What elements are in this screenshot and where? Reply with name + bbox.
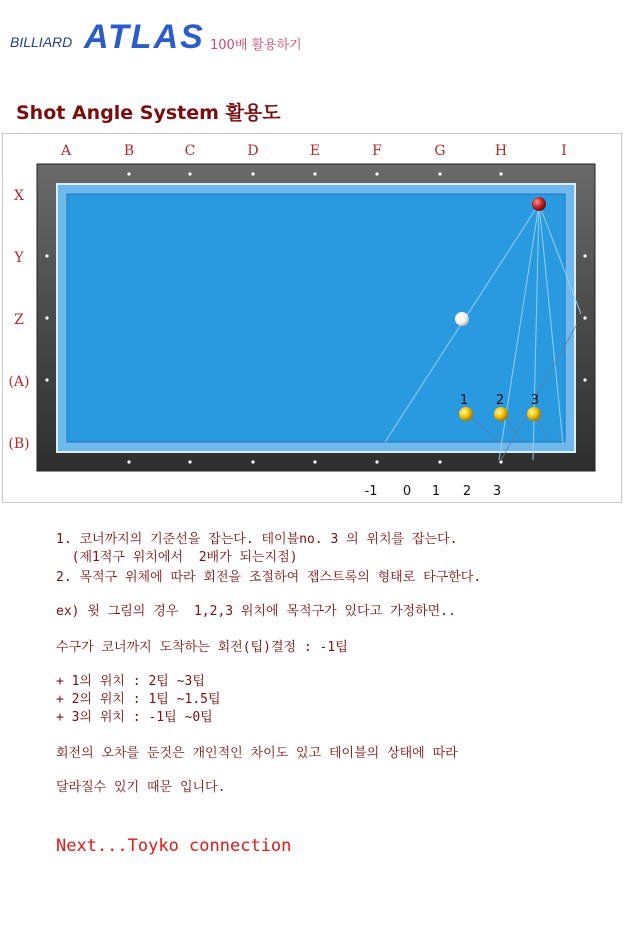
object-ball-1-label: 1 <box>459 393 469 408</box>
column-label-g: G <box>434 143 446 159</box>
scale-2: 2 <box>462 484 472 499</box>
page-title: Shot Angle System 활용도 <box>16 102 281 124</box>
brand-prefix: BILLIARD <box>10 34 73 50</box>
scale-3: 3 <box>492 484 502 499</box>
cue-ball <box>455 312 469 326</box>
column-label-c: C <box>184 143 196 159</box>
object-ball-3 <box>527 407 541 421</box>
object-ball-1 <box>459 407 473 421</box>
scale-1: 1 <box>431 484 441 499</box>
example-text: ex) 윗 그림의 경우 1,2,3 위치에 목적구가 있다고 가정하면.. <box>56 604 456 619</box>
object-ball-2 <box>494 407 508 421</box>
table-cloth <box>67 194 565 442</box>
object-ball-3-label: 3 <box>530 393 540 408</box>
red-ball <box>532 197 546 211</box>
billiard-table-diagram <box>3 134 623 504</box>
next-link[interactable]: Next...Toyko connection <box>56 836 292 856</box>
column-label-a: A <box>60 143 72 159</box>
column-label-e: E <box>309 143 321 159</box>
position-1-text: + 1의 위치 : 2팁 ~3팁 <box>56 674 205 689</box>
column-label-i: I <box>561 143 567 159</box>
position-2-text: + 2의 위치 : 1팁 ~1.5팁 <box>56 692 221 707</box>
position-3-text: + 3의 위치 : -1팁 ~0팁 <box>56 710 213 725</box>
row-label-z: Z <box>14 312 24 328</box>
scale-0: 0 <box>402 484 412 499</box>
column-label-b: B <box>123 143 135 159</box>
step-1-text: 1. 코너까지의 기준선을 잡는다. 테이블no. 3 의 위치를 잡는다. <box>56 532 458 547</box>
column-label-f: F <box>372 143 382 159</box>
row-label-a-paren: (A) <box>8 374 30 390</box>
brand-suffix: 100배 활용하기 <box>210 38 302 53</box>
row-label-y: Y <box>14 250 24 266</box>
corner-spin-text: 수구가 코너까지 도착하는 회전(팁)결정 : -1팁 <box>56 640 348 655</box>
step-1-note: (제1적구 위치에서 2배가 되는지점) <box>56 550 298 565</box>
error-note-text: 회전의 오차를 둔것은 개인적인 차이도 있고 테이블의 상태에 따라 <box>56 746 458 761</box>
row-label-x: X <box>14 188 24 204</box>
column-label-h: H <box>494 143 508 159</box>
column-label-d: D <box>247 143 259 159</box>
step-2-text: 2. 목적구 위체에 따라 회전을 조절하여 잽스트록의 형태로 타구한다. <box>56 570 482 585</box>
brand-name: ATLAS <box>84 18 205 56</box>
object-ball-2-label: 2 <box>495 393 505 408</box>
scale-minus-1: -1 <box>364 484 378 499</box>
row-label-b-paren: (B) <box>8 436 30 452</box>
diagram-frame <box>2 133 622 503</box>
error-note-text-2: 달라질수 있기 때문 입니다. <box>56 780 226 795</box>
